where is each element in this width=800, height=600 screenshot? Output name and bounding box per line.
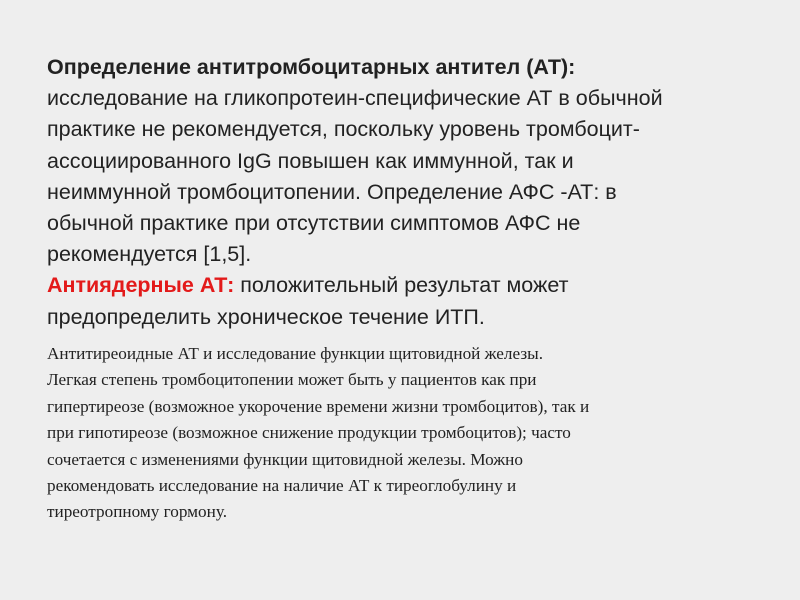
thyroid-antibodies-text (47, 341, 787, 526)
text-line-7: рекомендуется [1,5]. (47, 242, 252, 267)
text-line-1 (47, 52, 767, 83)
thyroid-line-3: гипертиреозе (возможное укорочение времени жизни тромбоцитов), так и (47, 396, 590, 416)
thyroid-line-4: при гипотиреозе (возможное снижение продукции тромбоцитов); часто (47, 423, 571, 443)
heading-antinuclear-antibodies: Антиядерные АТ: (47, 273, 235, 298)
text-line-9: предопределить хроническое течение ИТП. (47, 304, 485, 329)
text-line-8 (47, 270, 767, 301)
heading-antiplatelet-antibodies: Определение антитромбоцитарных антител (АТ): (47, 55, 576, 79)
thyroid-line-1: Антитиреоидные АТ и исследование функции щитовидной железы. (47, 344, 543, 363)
text-line-3: практике не рекомендуется, поскольку уровень тромбоцит- (47, 117, 640, 142)
text-line-5: неиммунной тромбоцитопении. Определение АФС -АТ: в (47, 179, 617, 204)
text-line-4: ассоциированного IgG повышен как иммунной, так и (47, 148, 574, 173)
thyroid-line-2: Легкая степень тромбоцитопении может быть у пациентов как при (47, 370, 537, 390)
thyroid-line-5: сочетается с изменениями функции щитовидной железы. Можно (47, 449, 523, 469)
thyroid-line-6: рекомендовать исследование на наличие АТ к тиреоглобулину и (47, 476, 517, 496)
antibody-testing-text (47, 52, 767, 333)
text-line-6: обычной практике при отсутствии симптомов АФС не (47, 211, 581, 236)
text-line-2: исследование на гликопротеин-специфические АТ в обычной (47, 86, 663, 111)
antinuclear-text: положительный результат может (234, 273, 569, 298)
thyroid-line-7: тиреотропному гормону. (47, 502, 228, 522)
